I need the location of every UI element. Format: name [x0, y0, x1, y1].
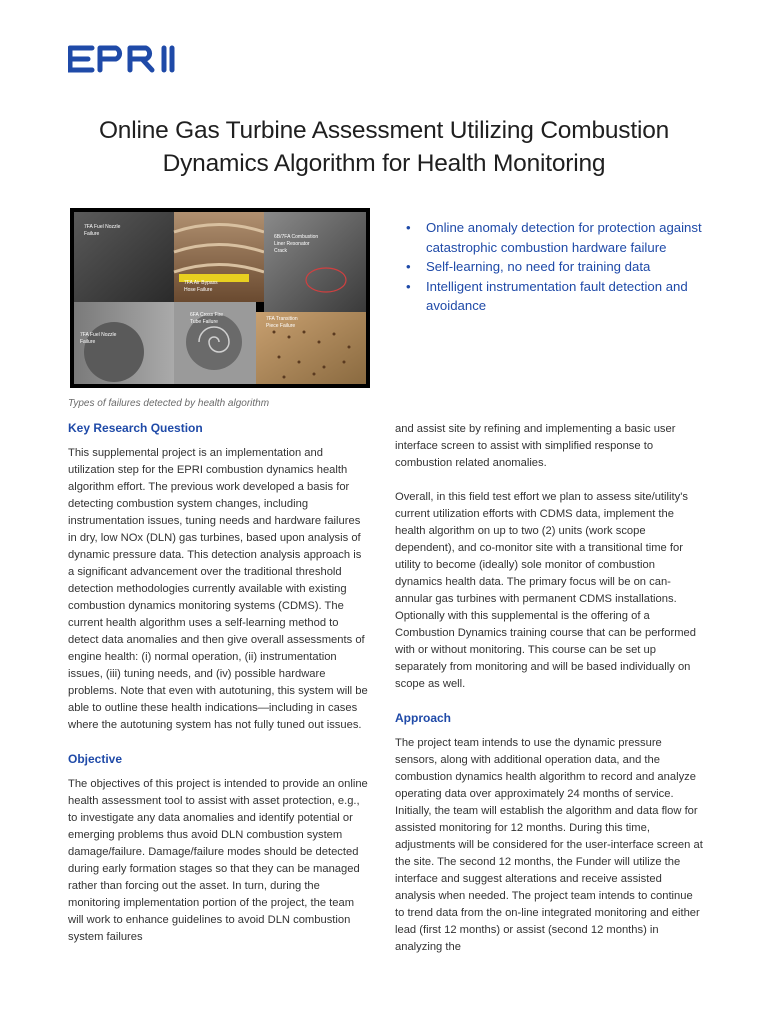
right-column: [395, 421, 705, 973]
photo-label-1: 7FA Fuel Nozzle: [84, 224, 121, 230]
svg-text:Liner Resonator: Liner Resonator: [274, 241, 310, 247]
failure-photo-collage: [70, 208, 370, 388]
key-research-heading: Key Research Question: [68, 421, 203, 435]
objective-body: The objectives of this project is intended to provide an online health assessment tool to assist with asset protection, e.g., to investigate any data anomalies and identify potential or emerging problems thus avoid DLN combustion system damage/failure. Damage/failure modes should be detected during early formation stages so that they can be managed rather than forcing out the asset. In turn, during the monitoring implementation portion of the project, the team will work to enhance guidelines to avoid DLN combustion system failures: [68, 778, 368, 943]
bullet-item: • Self-learning, no need for training data: [404, 257, 704, 277]
bullet-item: • Intelligent instrumentation fault detection and avoidance: [404, 277, 704, 316]
svg-text:Crack: Crack: [274, 248, 288, 254]
figure-caption: Types of failures detected by health algorithm: [68, 398, 270, 409]
key-research-body: This supplemental project is an implementation and utilization step for the EPRI combustion dynamics health algorithm effort. The previous work developed a basis for detecting combustion system changes, including instrumentation issues, tuning needs and hardware failures in dry, low NOx (DLN) gas turbines, based upon analysis of dynamic pressure data. This detection analysis approach is a significant advancement over the traditional threshold detection methodologies currently available with existing combustion dynamics monitoring systems (CDMS). The current health algorithm uses a self-learning method to detect data anomalies and then give overall assessments of engine health: (i) normal operation, (ii) instrumentation issues, (iii) tuning needs, and (iv) possible hardware problems. Note that even with autotuning, this system will be able to outline these health indications—including in cases where the autotuning system has not fully tuned out issues.: [68, 447, 368, 731]
svg-text:Tube Failure: Tube Failure: [190, 319, 218, 325]
svg-text:6FA Cross Fire: 6FA Cross Fire: [190, 312, 224, 318]
right-intro-paragraph-1: and assist site by refining and implementing a basic user interface screen to assist with simplified response to combustion related anomalies.: [395, 423, 676, 469]
svg-text:7FA Air Bypass: 7FA Air Bypass: [184, 280, 218, 286]
svg-text:6B/7FA Combustion: 6B/7FA Combustion: [274, 234, 319, 240]
right-intro-paragraph-2: Overall, in this field test effort we plan to assess site/utility's current utilization efforts with CDMS data, implement the health algorithm on up to two (2) units (work scope dependent), and co-monitor site with a transitional time for utility to become (ideally) sole monitor of combustion dynamics health data. The primary focus will be on can-annular gas turbines with permanent CDMS installations. Optionally with this supplemental is the offering of a Combustion Dynamics training course that can be performed with or without monitoring. This course can be set up separately from monitoring and will be based individually on scope as well.: [395, 491, 696, 690]
page-title: [60, 114, 708, 180]
title-line-1: Online Gas Turbine Assessment Utilizing Combustion: [98, 117, 670, 144]
approach-body: The project team intends to use the dynamic pressure sensors, along with additional operation data, and the combustion dynamics health algorithm to record and analyze operating data over approximately 24 months of service. Initially, the team will establish the algorithm and data flow for assisted monitoring for 12 months. During this time, adjustments will be considered for the user-interface screen at the site. The second 12 months, the Funder will utilize the interface and suggest alterations and receive assisted analysis when needed. The project team intends to continue to trend data from the on-line integrated monitoring and either lead (first 12 months) or assist (second 12 months) in analyzing the: [395, 737, 703, 953]
highlight-bullets: [404, 218, 704, 316]
svg-text:7FA Fuel Nozzle: 7FA Fuel Nozzle: [80, 332, 117, 338]
objective-heading: Objective: [68, 752, 123, 766]
bullet-item: • Online anomaly detection for protection against catastrophic combustion hardware failure: [404, 218, 704, 257]
svg-text:Failure: Failure: [84, 231, 100, 237]
svg-text:Piece Failure: Piece Failure: [266, 323, 296, 329]
title-line-2: Dynamics Algorithm for Health Monitoring: [162, 150, 606, 177]
svg-text:Failure: Failure: [80, 339, 96, 345]
epri-logo: [68, 45, 182, 73]
left-column: [68, 420, 368, 963]
svg-text:7FA Transition: 7FA Transition: [266, 316, 298, 322]
approach-heading: Approach: [395, 711, 452, 725]
svg-text:Hose Failure: Hose Failure: [184, 287, 213, 293]
